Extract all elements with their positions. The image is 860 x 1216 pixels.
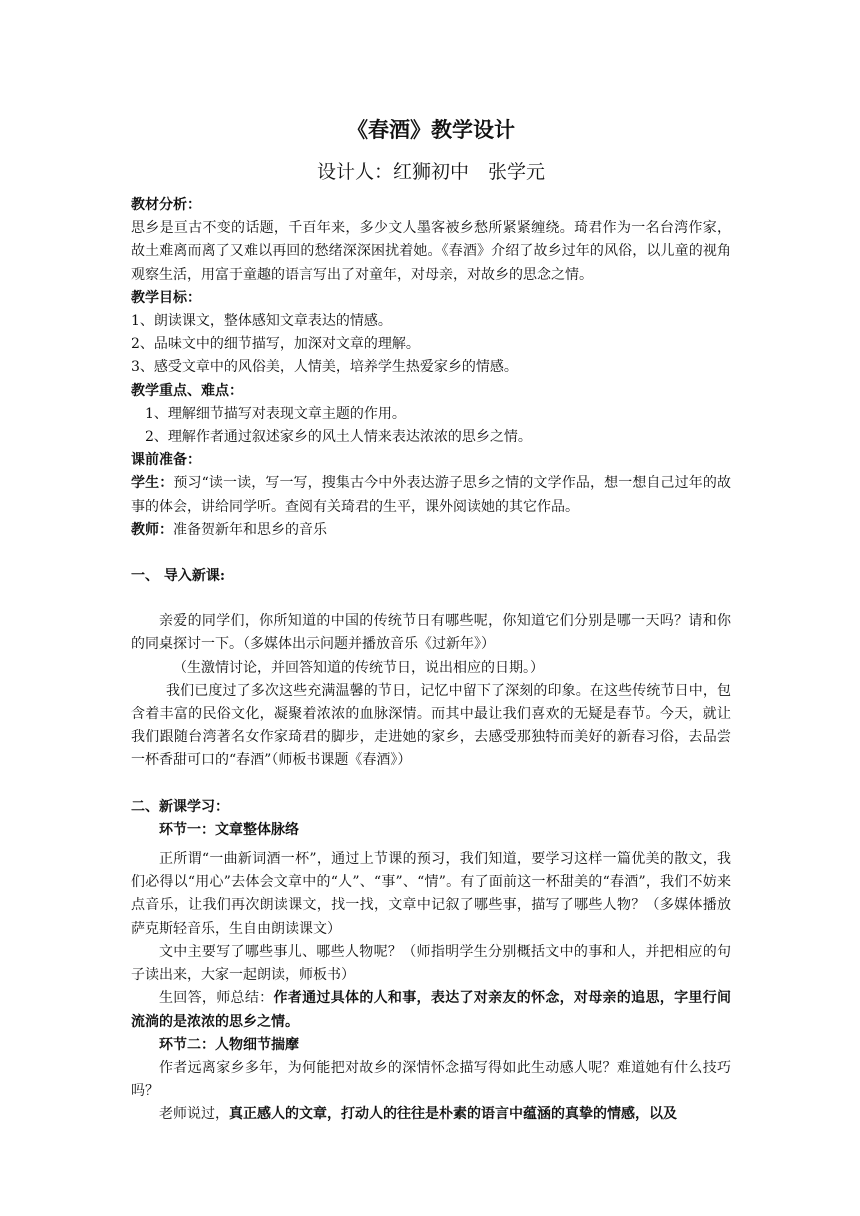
section2-heading: 二、新课学习：	[131, 798, 229, 815]
prep-teacher-text: 准备贺新年和思乡的音乐	[173, 521, 327, 538]
section1-paragraph: 我们已度过了多次这些充满温馨的节日，记忆中留下了深刻的印象。在这些传统节日中，包含着丰富的民俗文化，凝聚着浓浓的血脉深情。而其中最让我们喜欢的无疑是春节。今天，就让我们跟随台湾著名女作家琦君的脚步，走进她的家乡，去感受那独特而美好的新春习俗，去品尝一杯香甜可口的“春酒”（师板书课题《春酒》）	[131, 682, 731, 769]
section2-paragraph	[131, 1103, 731, 1126]
goal-item: 3、感受文章中的风俗美，人情美，培养学生热爱家乡的情感。	[131, 359, 518, 376]
section1-heading: 一、 导入新课:	[131, 568, 226, 585]
prep-teacher	[131, 519, 731, 542]
section2-paragraph	[131, 987, 731, 1033]
analysis-heading: 教材分析：	[131, 197, 201, 213]
section1-paragraph: （生激情讨论，并回答知道的传统节日，说出相应的日期。）	[173, 659, 544, 676]
teacher-said-bold: 真正感人的文章，打动人的往往是朴素的语言中蕴涵的真挚的情感，以及	[229, 1106, 677, 1123]
link2-heading: 环节二：人物细节揣摩	[159, 1036, 299, 1053]
prep-student-label: 学生：	[131, 475, 174, 492]
key-points-heading: 教学重点、难点：	[131, 382, 243, 399]
summary-bold: 作者通过具体的人和事，表达了对亲友的怀念，对母亲的追思，字里行间流淌的是浓浓的思乡之情。	[131, 990, 732, 1030]
analysis-text: 思乡是亘古不变的话题，千百年来，多少文人墨客被乡愁所紧紧缠绕。琦君作为一名台湾作家，故土难离而离了又难以再回的愁绪深深困扰着她。《春酒》介绍了故乡过年的风俗，以儿童的视角观察生活，用富于童趣的语言写出了对童年，对母亲，对故乡的思念之情。	[131, 220, 731, 283]
page-title: 《春酒》教学设计	[347, 117, 515, 142]
section2-paragraph: 作者远离家乡多年，为何能把对故乡的深情怀念描写得如此生动感人呢？难道她有什么技巧吗？	[131, 1059, 731, 1100]
section1-paragraph: 亲爱的同学们，你所知道的中国的传统节日有哪些呢，你知道它们分别是哪一天吗？请和你的同桌探讨一下。（多媒体出示问题并播放音乐《过新年》）	[131, 613, 731, 653]
spacer	[131, 773, 731, 796]
goal-item: 2、品味文中的细节描写，加深对文章的理解。	[131, 336, 420, 353]
key-point-item: 2、理解作者通过叙述家乡的风土人情来表达浓浓的思乡之情。	[145, 429, 532, 446]
prep-student-text: 预习“读一读，写一写，搜集古今中外表达游子思乡之情的文学作品，想一想自己过年的故事的体会，讲给同学听。查阅有关琦君的生平，课外阅读她的其它作品。	[131, 475, 732, 515]
prep-student	[131, 472, 731, 518]
spacer	[131, 542, 731, 565]
document-body	[131, 114, 731, 1127]
page-subtitle: 设计人：红狮初中 张学元	[316, 161, 545, 183]
link1-heading: 环节一：文章整体脉络	[159, 821, 299, 838]
goal-item: 1、朗读课文，整体感知文章表达的情感。	[131, 313, 392, 330]
summary-prefix: 生回答，师总结：	[159, 990, 274, 1007]
prep-teacher-label: 教师：	[131, 521, 173, 538]
spacer	[131, 588, 731, 610]
prep-heading: 课前准备：	[131, 452, 201, 469]
goals-heading: 教学目标：	[131, 289, 201, 306]
key-point-item: 1、理解细节描写对表现文章主题的作用。	[145, 405, 406, 422]
teacher-said-prefix: 老师说过，	[159, 1106, 229, 1123]
section2-paragraph: 文中主要写了哪些事儿、哪些人物呢？（师指明学生分别概括文中的事和人，并把相应的句子读出来，大家一起朗读，师板书）	[131, 943, 731, 984]
section2-paragraph: 正所谓“一曲新词酒一杯”，通过上节课的预习，我们知道，要学习这样一篇优美的散文，我们必得以“用心”去体会文章中的“人”、“事”、“情”。有了面前这一杯甜美的“春酒”，我们不妨来点音乐，让我们再次朗读课文，找一找，文章中记叙了哪些事，描写了哪些人物？（多媒体播放萨克斯轻音乐，生自由朗读课文）	[131, 851, 731, 937]
